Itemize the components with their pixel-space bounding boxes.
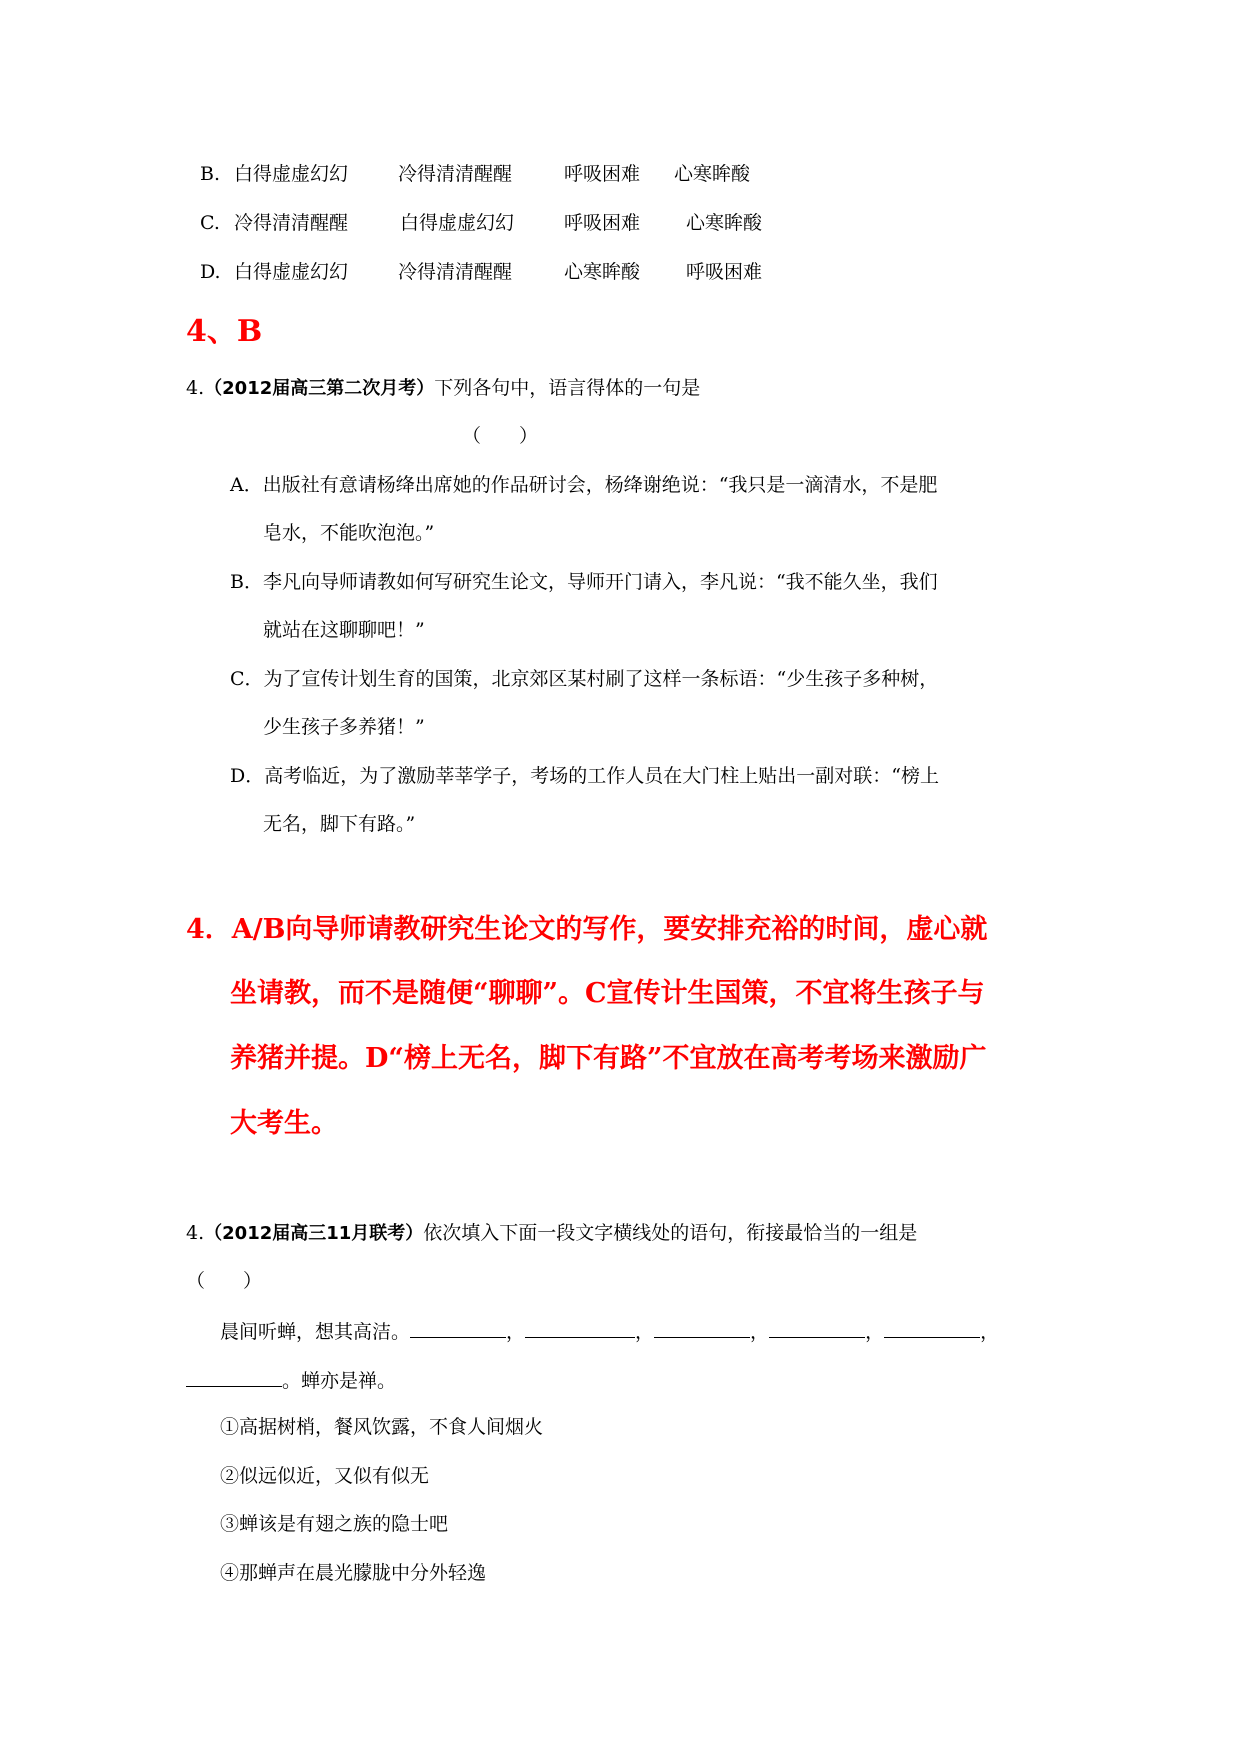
option-d-line2: 无名，脚下有路。” <box>263 813 416 835</box>
option-phrase: 呼吸困难 <box>564 163 641 185</box>
answer-parentheses: （ ） <box>462 425 539 447</box>
option-b-line1: B．李凡向导师请教如何写研究生论文，导师开门请入，李凡说：“我不能久坐，我们 <box>230 571 938 593</box>
option-phrase: 白得虚虚幻幻 <box>400 212 515 234</box>
list-item: ④那蝉声在晨光朦胧中分外轻逸 <box>220 1562 487 1584</box>
option-a-line1: A．出版社有意请杨绛出席她的作品研讨会，杨绛谢绝说：“我只是一滴清水，不是肥 <box>230 474 938 496</box>
option-phrase: 冷得清清醒醒 <box>398 163 513 185</box>
list-item: ②似远似近，又似有似无 <box>220 1465 430 1487</box>
explanation-line3: 养猪并提。D“榜上无名，脚下有路”不宜放在高考考场来激励广 <box>230 1043 987 1074</box>
option-phrase: 呼吸困难 <box>686 261 763 283</box>
answer-heading: 4、B <box>186 314 263 349</box>
fill-blank <box>186 1366 282 1387</box>
fill-blank <box>525 1317 635 1338</box>
option-b <box>200 161 750 187</box>
passage-line1 <box>220 1317 999 1345</box>
option-phrase: 心寒眸酸 <box>686 212 763 234</box>
option-phrase: 冷得清清醒醒 <box>234 212 349 234</box>
comma: ， <box>980 1321 1000 1343</box>
option-c <box>200 210 762 236</box>
passage-text: 。蝉亦是禅。 <box>282 1370 397 1392</box>
option-d-line1: D．高考临近，为了激励莘莘学子，考场的工作人员在大门柱上贴出一副对联：“榜上 <box>230 765 939 787</box>
option-letter: C. <box>200 212 220 234</box>
explanation-line2: 坐请教，而不是随便“聊聊”。C宣传计生国策，不宜将生孩子与 <box>230 978 985 1009</box>
list-item: ①高据树梢，餐风饮露，不食人间烟火 <box>220 1416 544 1438</box>
passage-line2 <box>186 1366 396 1394</box>
answer-parentheses: （ ） <box>186 1270 263 1292</box>
option-phrase: 心寒眸酸 <box>674 163 751 185</box>
fill-blank <box>410 1317 506 1338</box>
explanation-line1: 4．A/B向导师请教研究生论文的写作，要安排充裕的时间，虚心就 <box>186 914 988 945</box>
option-phrase: 冷得清清醒醒 <box>398 261 513 283</box>
option-a-line2: 皂水，不能吹泡泡。” <box>263 522 435 544</box>
option-letter: B. <box>200 163 221 185</box>
fill-blank <box>884 1317 980 1338</box>
explanation-line4: 大考生。 <box>230 1108 338 1139</box>
question-source: （2012届高三11月联考） <box>204 1223 424 1244</box>
question-4b-stem <box>186 1220 917 1247</box>
option-phrase: 白得虚虚幻幻 <box>234 261 349 283</box>
question-4a-stem <box>186 375 700 402</box>
fill-blank <box>654 1317 750 1338</box>
fill-blank <box>769 1317 865 1338</box>
question-number: 4. <box>186 377 205 399</box>
option-phrase: 呼吸困难 <box>564 212 641 234</box>
question-text: 下列各句中，语言得体的一句是 <box>434 377 701 399</box>
option-d <box>200 259 762 285</box>
list-item: ③蝉该是有翅之族的隐士吧 <box>220 1513 449 1535</box>
option-phrase: 白得虚虚幻幻 <box>234 163 349 185</box>
option-phrase: 心寒眸酸 <box>564 261 641 283</box>
question-source: （2012届高三第二次月考） <box>204 378 435 399</box>
option-c-line2: 少生孩子多养猪！” <box>263 716 425 738</box>
question-text: 依次填入下面一段文字横线处的语句，衔接最恰当的一组是 <box>423 1222 918 1244</box>
option-letter: D. <box>200 261 221 283</box>
option-c-line1: C．为了宣传计划生育的国策，北京郊区某村刷了这样一条标语：“少生孩子多种树， <box>230 668 939 690</box>
passage-text: 晨间听蝉，想其高洁。 <box>220 1321 411 1343</box>
comma: ， <box>635 1321 655 1343</box>
comma: ， <box>865 1321 885 1343</box>
comma: ， <box>506 1321 526 1343</box>
option-b-line2: 就站在这聊聊吧！” <box>263 619 425 641</box>
comma: ， <box>750 1321 770 1343</box>
question-number: 4. <box>186 1222 205 1244</box>
